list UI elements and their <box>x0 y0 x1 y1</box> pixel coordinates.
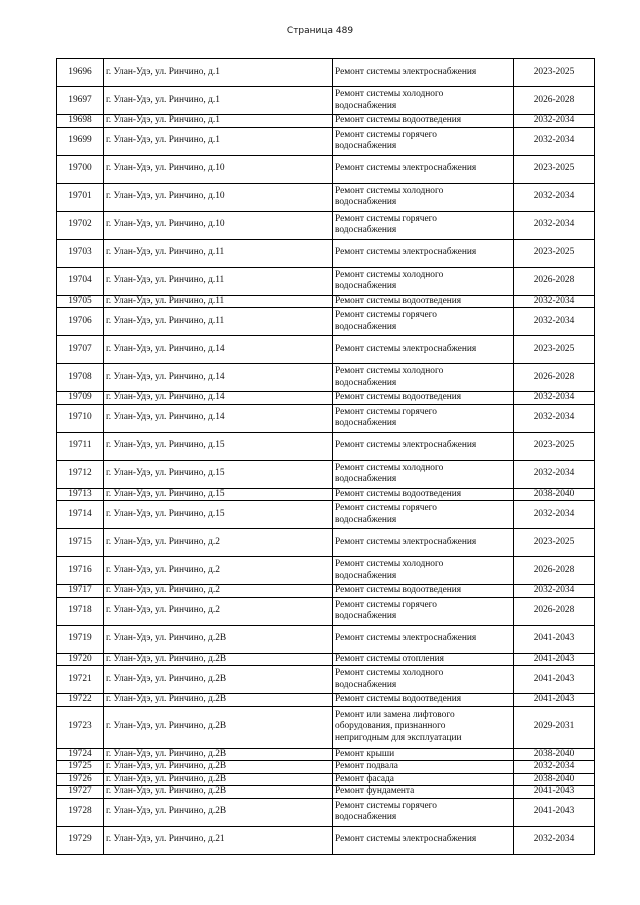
address-cell: г. Улан-Удэ, ул. Ринчино, д.2В <box>104 625 333 653</box>
work-type-line: Ремонт системы электроснабжения <box>335 536 477 547</box>
row-number: 19716 <box>57 557 104 585</box>
row-number: 19713 <box>57 488 104 501</box>
work-type-cell <box>333 87 514 115</box>
table-row <box>57 155 595 183</box>
address-cell: г. Улан-Удэ, ул. Ринчино, д.21 <box>104 826 333 854</box>
work-type-cell <box>333 529 514 557</box>
work-type-cell <box>333 798 514 826</box>
address-cell: г. Улан-Удэ, ул. Ринчино, д.2В <box>104 694 333 707</box>
period-cell: 2023-2025 <box>514 239 595 267</box>
address-cell: г. Улан-Удэ, ул. Ринчино, д.2 <box>104 529 333 557</box>
work-type-line: Ремонт системы холодного <box>335 559 444 569</box>
work-type-line: Ремонт системы холодного <box>335 185 444 196</box>
work-type-cell <box>333 336 514 364</box>
work-type-line: Ремонт системы водоотведения <box>335 295 462 306</box>
work-type-line: Ремонт системы холодного <box>335 366 444 376</box>
period-cell: 2041-2043 <box>514 653 595 666</box>
work-type-cell <box>333 653 514 666</box>
table-row <box>57 364 595 392</box>
period-cell: 2041-2043 <box>514 786 595 799</box>
address-cell: г. Улан-Удэ, ул. Ринчино, д.2В <box>104 773 333 786</box>
period-cell: 2032-2034 <box>514 392 595 405</box>
work-type-line: Ремонт системы холодного <box>335 668 444 678</box>
work-type-line: Ремонт системы холодного <box>335 462 444 473</box>
work-type-line: Ремонт системы горячего <box>335 406 437 417</box>
address-cell: г. Улан-Удэ, ул. Ринчино, д.2 <box>104 557 333 585</box>
work-type-cell <box>333 585 514 598</box>
work-type-cell <box>333 432 514 460</box>
work-type-line: Ремонт системы водоотведения <box>335 488 462 499</box>
period-cell: 2023-2025 <box>514 432 595 460</box>
table-row <box>57 798 595 826</box>
table-row <box>57 488 595 501</box>
address-cell: г. Улан-Удэ, ул. Ринчино, д.1 <box>104 127 333 155</box>
table-row <box>57 761 595 774</box>
work-type-line: Ремонт системы водоотведения <box>335 392 462 402</box>
period-cell: 2023-2025 <box>514 59 595 87</box>
row-number: 19714 <box>57 501 104 529</box>
period-cell: 2026-2028 <box>514 557 595 585</box>
table-row <box>57 597 595 625</box>
row-number: 19702 <box>57 211 104 239</box>
address-cell: г. Улан-Удэ, ул. Ринчино, д.2В <box>104 798 333 826</box>
address-cell: г. Улан-Удэ, ул. Ринчино, д.10 <box>104 155 333 183</box>
work-type-cell <box>333 127 514 155</box>
work-type-cell <box>333 115 514 128</box>
work-type-cell <box>333 761 514 774</box>
period-cell: 2023-2025 <box>514 529 595 557</box>
work-type-line: водоснабжения <box>335 570 397 581</box>
work-type-cell <box>333 557 514 585</box>
period-cell: 2041-2043 <box>514 666 595 694</box>
row-number: 19712 <box>57 460 104 488</box>
period-cell: 2041-2043 <box>514 694 595 707</box>
work-type-line: Ремонт системы горячего <box>335 599 437 610</box>
work-type-line: водоснабжения <box>335 611 397 621</box>
work-type-line: Ремонт системы горячего <box>335 800 437 811</box>
row-number: 19711 <box>57 432 104 460</box>
work-type-cell <box>333 183 514 211</box>
period-cell: 2032-2034 <box>514 295 595 308</box>
address-cell: г. Улан-Удэ, ул. Ринчино, д.11 <box>104 295 333 308</box>
work-type-line: Ремонт системы водоотведения <box>335 115 462 125</box>
work-type-cell <box>333 625 514 653</box>
address-cell: г. Улан-Удэ, ул. Ринчино, д.2 <box>104 597 333 625</box>
table-row <box>57 211 595 239</box>
row-number: 19726 <box>57 773 104 786</box>
address-cell: г. Улан-Удэ, ул. Ринчино, д.11 <box>104 267 333 295</box>
row-number: 19705 <box>57 295 104 308</box>
table-row <box>57 694 595 707</box>
work-type-cell <box>333 748 514 761</box>
address-cell: г. Улан-Удэ, ул. Ринчино, д.15 <box>104 501 333 529</box>
address-cell: г. Улан-Удэ, ул. Ринчино, д.2В <box>104 748 333 761</box>
work-type-line: Ремонт системы электроснабжения <box>335 834 477 845</box>
address-cell: г. Улан-Удэ, ул. Ринчино, д.2В <box>104 761 333 774</box>
address-cell: г. Улан-Удэ, ул. Ринчино, д.2В <box>104 653 333 666</box>
table-row <box>57 115 595 128</box>
row-number: 19721 <box>57 666 104 694</box>
period-cell: 2032-2034 <box>514 183 595 211</box>
row-number: 19710 <box>57 404 104 432</box>
work-type-line: Ремонт системы электроснабжения <box>335 66 477 77</box>
address-cell: г. Улан-Удэ, ул. Ринчино, д.1 <box>104 115 333 128</box>
work-type-cell <box>333 501 514 529</box>
period-cell: 2032-2034 <box>514 211 595 239</box>
address-cell: г. Улан-Удэ, ул. Ринчино, д.11 <box>104 308 333 336</box>
work-type-cell <box>333 460 514 488</box>
period-cell: 2041-2043 <box>514 798 595 826</box>
period-cell: 2032-2034 <box>514 585 595 598</box>
work-type-line: Ремонт крыши <box>335 748 395 759</box>
work-type-cell <box>333 267 514 295</box>
period-cell: 2041-2043 <box>514 625 595 653</box>
work-type-line: водоснабжения <box>335 197 397 207</box>
work-type-cell <box>333 826 514 854</box>
address-cell: г. Улан-Удэ, ул. Ринчино, д.2В <box>104 786 333 799</box>
row-number: 19709 <box>57 392 104 405</box>
work-type-cell <box>333 295 514 308</box>
work-type-line: оборудования, признанного <box>335 721 446 732</box>
work-type-line: Ремонт подвала <box>335 761 398 771</box>
table-row <box>57 239 595 267</box>
row-number: 19699 <box>57 127 104 155</box>
work-type-line: водоснабжения <box>335 377 397 388</box>
address-cell: г. Улан-Удэ, ул. Ринчино, д.14 <box>104 336 333 364</box>
work-type-cell <box>333 211 514 239</box>
row-number: 19729 <box>57 826 104 854</box>
work-type-cell <box>333 786 514 799</box>
table-row <box>57 786 595 799</box>
row-number: 19701 <box>57 183 104 211</box>
work-type-line: Ремонт системы электроснабжения <box>335 343 477 354</box>
table-row <box>57 585 595 598</box>
period-cell: 2038-2040 <box>514 773 595 786</box>
period-cell: 2032-2034 <box>514 404 595 432</box>
row-number: 19727 <box>57 786 104 799</box>
table-row <box>57 87 595 115</box>
table-row <box>57 625 595 653</box>
table-row <box>57 706 595 748</box>
address-cell: г. Улан-Удэ, ул. Ринчино, д.15 <box>104 488 333 501</box>
row-number: 19719 <box>57 625 104 653</box>
table-row <box>57 432 595 460</box>
work-type-cell <box>333 404 514 432</box>
period-cell: 2026-2028 <box>514 364 595 392</box>
work-type-line: Ремонт системы горячего <box>335 503 437 513</box>
period-cell: 2032-2034 <box>514 460 595 488</box>
work-type-cell <box>333 666 514 694</box>
row-number: 19722 <box>57 694 104 707</box>
address-cell: г. Улан-Удэ, ул. Ринчино, д.15 <box>104 432 333 460</box>
work-type-line: водоснабжения <box>335 321 397 332</box>
row-number: 19724 <box>57 748 104 761</box>
work-type-line: Ремонт системы электроснабжения <box>335 163 477 174</box>
work-type-line: Ремонт системы отопления <box>335 653 444 664</box>
work-type-cell <box>333 773 514 786</box>
work-type-cell <box>333 155 514 183</box>
table-row <box>57 653 595 666</box>
period-cell: 2026-2028 <box>514 597 595 625</box>
work-type-line: Ремонт системы электроснабжения <box>335 440 477 451</box>
period-cell: 2032-2034 <box>514 826 595 854</box>
work-type-line: Ремонт фасада <box>335 773 394 784</box>
work-type-cell <box>333 706 514 748</box>
work-type-line: водоснабжения <box>335 474 397 484</box>
work-type-cell <box>333 694 514 707</box>
table-row <box>57 392 595 405</box>
row-number: 19718 <box>57 597 104 625</box>
table-row <box>57 308 595 336</box>
address-cell: г. Улан-Удэ, ул. Ринчино, д.10 <box>104 183 333 211</box>
row-number: 19720 <box>57 653 104 666</box>
work-type-line: Ремонт системы горячего <box>335 213 437 224</box>
row-number: 19700 <box>57 155 104 183</box>
row-number: 19697 <box>57 87 104 115</box>
table-row <box>57 826 595 854</box>
address-cell: г. Улан-Удэ, ул. Ринчино, д.14 <box>104 392 333 405</box>
table-row <box>57 336 595 364</box>
work-type-line: водоснабжения <box>335 514 397 525</box>
table-body <box>57 59 595 855</box>
work-type-cell <box>333 392 514 405</box>
period-cell: 2023-2025 <box>514 155 595 183</box>
table-row <box>57 267 595 295</box>
work-type-line: водоснабжения <box>335 281 397 291</box>
work-type-line: Ремонт системы горячего <box>335 129 437 140</box>
period-cell: 2026-2028 <box>514 87 595 115</box>
address-cell: г. Улан-Удэ, ул. Ринчино, д.2В <box>104 706 333 748</box>
table-row <box>57 666 595 694</box>
table-row <box>57 501 595 529</box>
table-row <box>57 295 595 308</box>
work-type-cell <box>333 597 514 625</box>
work-type-line: Ремонт системы электроснабжения <box>335 633 477 644</box>
period-cell: 2023-2025 <box>514 336 595 364</box>
work-type-line: водоснабжения <box>335 679 397 690</box>
period-cell: 2032-2034 <box>514 308 595 336</box>
period-cell: 2029-2031 <box>514 706 595 748</box>
address-cell: г. Улан-Удэ, ул. Ринчино, д.14 <box>104 364 333 392</box>
work-type-line: водоснабжения <box>335 141 397 151</box>
work-type-line: водоснабжения <box>335 225 397 235</box>
repair-schedule-table <box>56 58 595 855</box>
row-number: 19725 <box>57 761 104 774</box>
work-type-line: водоснабжения <box>335 100 397 111</box>
period-cell: 2032-2034 <box>514 115 595 128</box>
work-type-line: водоснабжения <box>335 418 397 428</box>
address-cell: г. Улан-Удэ, ул. Ринчино, д.2 <box>104 585 333 598</box>
row-number: 19698 <box>57 115 104 128</box>
address-cell: г. Улан-Удэ, ул. Ринчино, д.2В <box>104 666 333 694</box>
address-cell: г. Улан-Удэ, ул. Ринчино, д.14 <box>104 404 333 432</box>
period-cell: 2038-2040 <box>514 488 595 501</box>
row-number: 19707 <box>57 336 104 364</box>
row-number: 19703 <box>57 239 104 267</box>
work-type-cell <box>333 308 514 336</box>
work-type-cell <box>333 364 514 392</box>
table-row <box>57 748 595 761</box>
period-cell: 2032-2034 <box>514 127 595 155</box>
address-cell: г. Улан-Удэ, ул. Ринчино, д.1 <box>104 87 333 115</box>
work-type-line: Ремонт системы холодного <box>335 269 444 280</box>
address-cell: г. Улан-Удэ, ул. Ринчино, д.15 <box>104 460 333 488</box>
table-row <box>57 59 595 87</box>
table-row <box>57 557 595 585</box>
table-row <box>57 773 595 786</box>
period-cell: 2032-2034 <box>514 501 595 529</box>
row-number: 19715 <box>57 529 104 557</box>
work-type-line: Ремонт системы холодного <box>335 89 444 99</box>
work-type-cell <box>333 488 514 501</box>
table-row <box>57 529 595 557</box>
work-type-line: Ремонт или замена лифтового <box>335 709 455 720</box>
period-cell: 2032-2034 <box>514 761 595 774</box>
period-cell: 2026-2028 <box>514 267 595 295</box>
row-number: 19706 <box>57 308 104 336</box>
row-number: 19717 <box>57 585 104 598</box>
address-cell: г. Улан-Удэ, ул. Ринчино, д.10 <box>104 211 333 239</box>
row-number: 19708 <box>57 364 104 392</box>
period-cell: 2038-2040 <box>514 748 595 761</box>
address-cell: г. Улан-Удэ, ул. Ринчино, д.1 <box>104 59 333 87</box>
work-type-cell <box>333 59 514 87</box>
row-number: 19696 <box>57 59 104 87</box>
work-type-line: непригодным для эксплуатации <box>335 732 462 743</box>
table-row <box>57 404 595 432</box>
work-type-line: водоснабжения <box>335 812 397 822</box>
table-row <box>57 183 595 211</box>
work-type-line: Ремонт системы горячего <box>335 310 437 320</box>
table-row <box>57 460 595 488</box>
work-type-line: Ремонт системы водоотведения <box>335 694 462 704</box>
work-type-line: Ремонт системы электроснабжения <box>335 247 477 258</box>
row-number: 19728 <box>57 798 104 826</box>
work-type-line: Ремонт системы водоотведения <box>335 585 462 595</box>
row-number: 19704 <box>57 267 104 295</box>
address-cell: г. Улан-Удэ, ул. Ринчино, д.11 <box>104 239 333 267</box>
row-number: 19723 <box>57 706 104 748</box>
table-row <box>57 127 595 155</box>
work-type-line: Ремонт фундамента <box>335 786 415 796</box>
page-number-header: Страница 489 <box>286 26 354 36</box>
work-type-cell <box>333 239 514 267</box>
